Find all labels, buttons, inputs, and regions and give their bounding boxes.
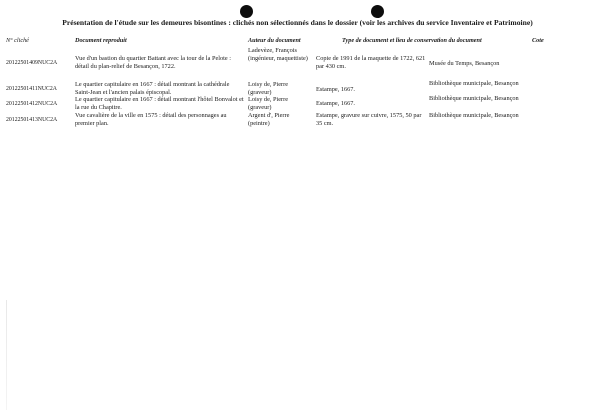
scan-artifact <box>6 300 7 410</box>
page-title: Présentation de l'étude sur les demeures bisontines : clichés non sélectionnés dans le dossier (voir les archives du service Inventaire et Patrimoine) <box>62 18 533 27</box>
row-1-auteur: Ladevèze, François (ingénieur, maquettiste) <box>248 47 308 62</box>
header-document: Document reproduit <box>75 37 127 44</box>
row-2-document: Le quartier capitulaire en 1667 : détail montrant la cathédrale Saint-Jean et l'ancien palais épiscopal. <box>75 81 230 96</box>
row-2-cote: Bibliothèque municipale, Besançon <box>429 80 519 87</box>
row-1-type: Copie de 1991 de la maquette de 1722, 621 par 430 cm. <box>316 55 426 70</box>
row-4-cote: Bibliothèque municipale, Besançon <box>429 112 519 119</box>
row-4-type: Estampe, gravure sur cuivre, 1575, 50 par 35 cm. <box>316 112 422 127</box>
row-2-num: 20122501411NUC2A <box>6 86 57 92</box>
row-4-document: Vue cavalière de la ville en 1575 : détail des personnages au premier plan. <box>75 112 227 127</box>
header-num-cliche: N° cliché <box>6 37 29 44</box>
row-3-document: Le quartier capitulaire en 1667 : détail montrant l'hôtel Bonvalot et la rue du Chapitre. <box>75 96 244 111</box>
row-2-auteur: Loisy de, Pierre (graveur) <box>248 81 289 96</box>
row-3-cote: Bibliothèque municipale, Besançon <box>429 95 519 102</box>
row-3-num: 20122501412NUC2A <box>6 101 58 107</box>
punch-hole-right <box>371 5 384 18</box>
header-auteur: Auteur du document <box>248 37 301 44</box>
header-type: Type de document et lieu de conservation du document <box>342 37 482 44</box>
row-4-auteur: Argent d', Pierre (peintre) <box>248 112 290 127</box>
row-1-cote: Musée du Temps, Besançon <box>429 60 500 67</box>
row-3-auteur: Loisy de, Pierre (graveur) <box>248 96 289 111</box>
row-4-num: 20122501413NUC2A <box>6 117 58 123</box>
header-cote: Cote <box>532 37 544 44</box>
row-1-document: Vue d'un bastion du quartier Battant avec la tour de la Pelote : détail du plan-relief de Besançon, 1722. <box>75 55 232 70</box>
punch-hole-left <box>240 5 253 18</box>
row-3-type: Estampe, 1667. <box>316 100 355 107</box>
row-2-type: Estampe, 1667. <box>316 86 355 93</box>
row-1-num: 20122501409NUC2A <box>6 60 58 66</box>
